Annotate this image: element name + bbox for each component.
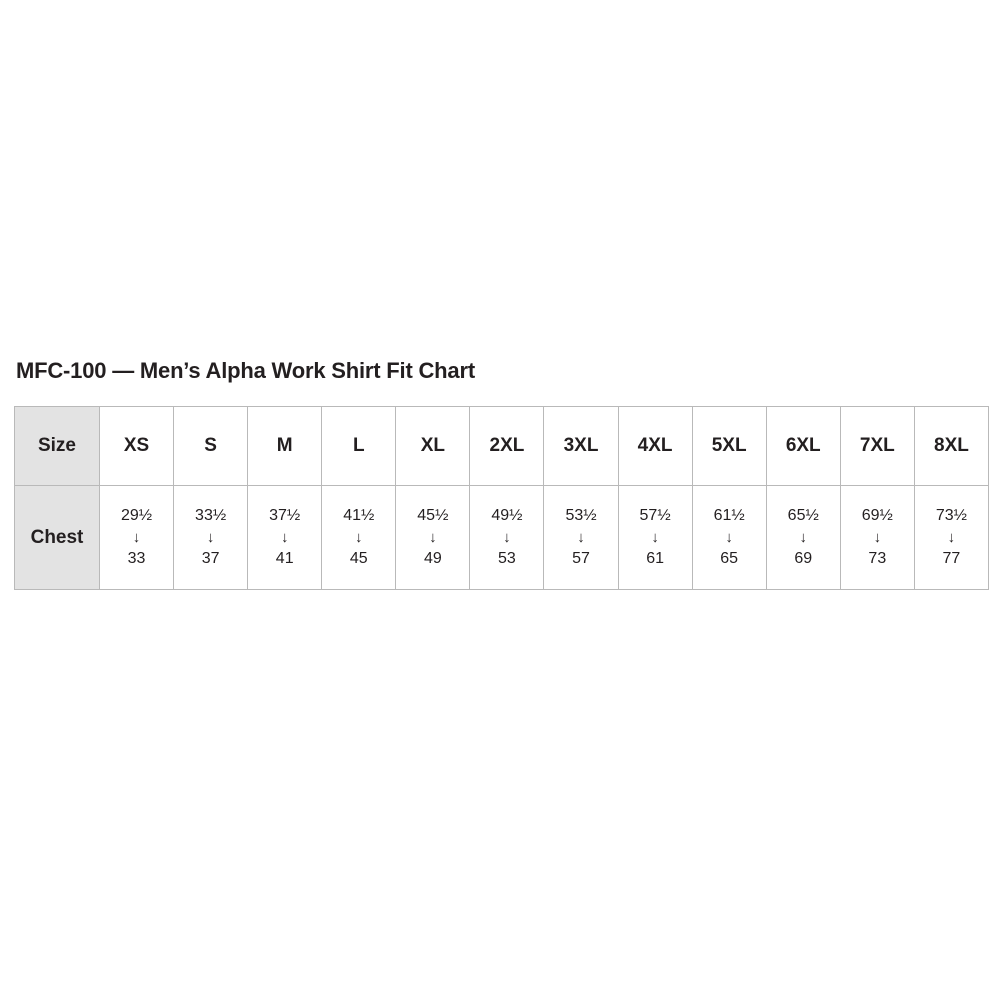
column-header-8xl: 8XL [914,407,988,486]
cell-chest-m [248,486,322,590]
column-header-5xl: 5XL [692,407,766,486]
range-max: 73 [868,550,887,567]
fit-chart-block [14,358,989,590]
range-min: 73½ [935,507,967,524]
range-group [841,508,914,567]
column-header-4xl: 4XL [618,407,692,486]
table-header-row [15,407,989,486]
arrow-down-icon: ↓ [799,529,807,546]
range-group [915,508,988,567]
arrow-down-icon: ↓ [873,529,882,546]
range-max: 33 [127,550,146,567]
arrow-down-icon: ↓ [206,529,215,546]
column-header-3xl: 3XL [544,407,618,486]
range-min: 57½ [639,507,671,524]
cell-chest-xl [396,486,470,590]
cell-chest-5xl [692,486,766,590]
column-header-7xl: 7XL [840,407,914,486]
range-min: 53½ [565,507,597,524]
cell-chest-xs [100,486,174,590]
range-group [544,508,617,567]
size-fit-chart-table [14,406,989,590]
range-min: 61½ [713,507,745,524]
range-max: 57 [572,550,590,567]
column-header-xs: XS [100,407,174,486]
range-min: 41½ [343,507,375,524]
column-header-2xl: 2XL [470,407,544,486]
range-min: 37½ [269,507,301,524]
range-max: 41 [275,550,294,567]
arrow-down-icon: ↓ [355,529,363,546]
arrow-down-icon: ↓ [651,529,659,546]
row-header-chest: Chest [15,486,100,590]
cell-chest-2xl [470,486,544,590]
range-min: 49½ [491,507,523,524]
cell-chest-3xl [544,486,618,590]
page-title: MFC-100 — Men’s Alpha Work Shirt Fit Chart [16,358,475,383]
column-header-m: M [248,407,322,486]
range-min: 45½ [417,507,449,524]
cell-chest-7xl [840,486,914,590]
arrow-down-icon: ↓ [577,529,585,546]
range-max: 53 [498,550,516,567]
range-max: 45 [349,550,368,567]
range-group [248,508,321,567]
range-group [174,508,247,567]
arrow-down-icon: ↓ [429,529,437,546]
column-header-size: Size [15,407,100,486]
column-header-xl: XL [396,407,470,486]
range-max: 65 [720,550,739,567]
cell-chest-4xl [618,486,692,590]
arrow-down-icon: ↓ [725,529,733,546]
range-group [322,508,395,567]
cell-chest-s [174,486,248,590]
range-group [396,508,469,567]
cell-chest-l [322,486,396,590]
arrow-down-icon: ↓ [132,529,141,546]
table-row [15,486,989,590]
cell-chest-6xl [766,486,840,590]
range-min: 29½ [120,507,153,524]
range-max: 77 [942,550,961,567]
range-max: 37 [201,550,220,567]
range-max: 49 [423,550,442,567]
range-max: 69 [794,550,813,567]
range-min: 65½ [787,507,819,524]
column-header-s: S [174,407,248,486]
range-max: 61 [646,550,664,567]
range-group [470,508,543,567]
range-group [100,508,173,567]
column-header-6xl: 6XL [766,407,840,486]
arrow-down-icon: ↓ [947,529,956,546]
range-group [767,508,840,567]
column-header-l: L [322,407,396,486]
range-min: 69½ [861,507,893,524]
arrow-down-icon: ↓ [280,529,289,546]
range-group [619,508,692,567]
arrow-down-icon: ↓ [503,529,511,546]
range-min: 33½ [195,507,227,524]
range-group [693,508,766,567]
cell-chest-8xl [914,486,988,590]
